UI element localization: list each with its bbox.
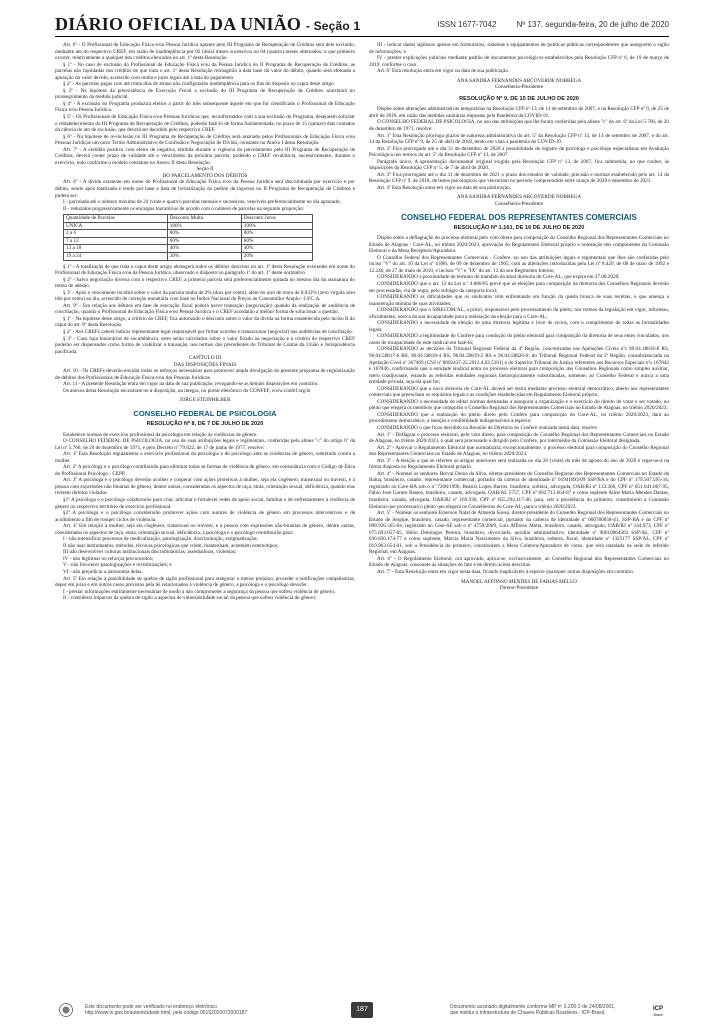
table-row [64,245,313,253]
signatory-name: JORGE STEINHILBER [179,397,231,404]
paragraph: CONSIDERANDO a necessidade de editar normas destinadas a assegurar a organização e o exercício do direito de votar e ser votado, no pleito que elegerá os membros que comporão o Conselho Regional dos Representantes Comerciais no Estado de Alagoas, no triênio 2020/2023; [369,398,669,412]
table-cell: 40% [241,245,312,253]
resolution-summary: Dispõe sobre alterações administrativas temporárias na Resolução CFP nº 13, de 14 de setembro de 2007, e na Resolução CFP nº 9, de 25 de abril de 2018, em razão das medidas sanitárias impostas pela Pandemia da COVID-19. [369,106,669,119]
signature-line: que institui a Infraestrutura de Chaves Públicas Brasileira - ICP-Brasil. [450,1010,606,1016]
paragraph: CONSIDERANDO a proximidade do término do mandato da atual diretoria do Core-AL, que expira em 27.08.2020; [377,274,620,281]
table-cell: 20% [241,252,312,260]
paragraph: Art. 6º - O Regulamento Eleitoral, ora aprovado, aplica-se, exclusivamente, ao Conselho Regional dos Representantes Comerciais no Estado de Alagoas, consoante às situações de fato e de direito acima descritas. [369,555,669,569]
paragraph: Art. 1º Esta Resolução prorroga prazos de natureza administrativa do art. 5º da Resolução CFP nº 13, de 14 de setembro de 2007, e do art. 14 da Resolução CFP nº 9, de 25 de abril de 2018, tendo em vista a pandemia do COVID-19. [369,132,669,146]
paragraph: § 2º - Salvo negociação diversa com o respectivo CREF, a primeira parcela será preferencialmente quitada no mesmo dia da assinatura do termo de adesão. [55,276,355,290]
paragraph: Art. 11 - A presente Resolução entra em vigor na data de sua publicação, revogando-se as demais disposições em contrário. [63,381,319,388]
paragraph: Art. 7º - Esta Resolução entra em vigor nesta data, ficando inaplicáveis à espécie quaisquer outras disposições em contrário. [377,569,635,576]
page-number: 187 [351,1002,373,1018]
paragraph: CONSIDERANDO o que ficou decidido na Reunião de Diretoria do Confere realizada nesta data, resolve: [377,424,599,431]
paragraph: CONSIDERANDO que a nova diretoria do Core-AL deverá ser eleita mediante processo eleitoral democrático, aberto aos representantes comerciais que preencham os requisitos legais e as condições estabelecidas em Regulamento Eleitoral próprio; [369,385,669,399]
paragraph: Art. 5º Em relação à possibilidade de quebra de sigilo profissional para assegurar o menor prejuízo, proceder a notificações compulsórias, depor em juízo e em outros casos previstos pela lei relacionados à violência de gênero, a psicóloga e o psicólogo deverão: [55,575,355,589]
organization-heading: CONSELHO FEDERAL DOS REPRESENTANTES COMERCIAIS [401,212,637,222]
table-row [64,237,313,245]
paragraph: §1º A psicóloga e o psicólogo colaborarão para criar, articular e fortalecer redes de apoio social, familiar e de enfrentamento à violência de gênero no respectivo território de exercício profissional. [55,497,355,510]
table-cell: 80% [241,230,312,238]
paragraph: Art. 7º - A certidão positiva com efeito de negativa, emitida durante a vigência do parcelamento pelo III Programa de Recuperação de Créditos, deverá conter prazo de validade até o vencimento da próxima parcela, podendo o CREF revalidá-la, sucessivamente, durante o exercício, tudo conforme o modelo constante no Anexo II desta Resolução. [55,146,355,166]
left-column [55,42,355,1002]
resolution-title: RESOLUÇÃO Nº 9, DE 15 DE JULHO DE 2020 [459,95,579,102]
paragraph: § 5º - Os Profissionais de Educação Física e/ou Pessoas Jurídicas que, inconformados com a sua exclusão do Programa, desejarem solicitar o restabelecimento do III Programa de Recuperação de Créditos, poderão fazê-lo de forma fundamentada, no prazo de 15 (quinze) dias contados da ciência do ato de exclusão, que deverá ser decidido pelo respectivo CREF. [55,114,355,134]
paragraph: Os anexos desta Resolução encontram-se à disposição, na íntegra, no portal eletrônico do CONFEF, www.confef.org.br [63,387,311,394]
issue-date: Nº 137, segunda-feira, 20 de julho de 2020 [516,20,669,29]
verification-line: Este documento pode ser verificado no endereço eletrônico [85,1004,218,1010]
paragraph: CONSIDERANDO a necessidade de eleição de uma diretoria legítima e livre de vícios, com o cumprimento de todas as formalidades legais; [369,320,669,333]
paragraph: II - reduzidos progressivamente os encargos moratórios de acordo com o número de parcelas na seguinte proporção: [63,205,305,212]
paragraph: § 1º - A totalização de que trata o caput deste artigo abrangerá todos os débitos descritos no art. 1º desta Resolução existentes em nome do Profissional de Educação Física e/ou da Pessoa Jurídica, observado o disposto no parágrafo 1º do art. 1º deste normativo. [55,263,355,277]
table-cell: 40% [167,245,241,253]
table-cell: 60% [241,237,312,245]
paragraph: § 2º - Aos CREFs caberá indicar representante legal responsável por firmar acordos e transacionar (negociar) nas audiências de conciliação. [63,328,353,335]
paragraph: Art. 9º - Em relação aos débitos em fase de execução fiscal poderá haver transação (negociação) quando da realização de audiência de conciliação, quando o Profissional de Educação Física e/ou Pessoa Jurídica e o CREF acordarão a melhor forma de solucionar a questão. [55,302,355,316]
table-cell: 13 a 18 [64,245,168,253]
paragraph: CONSIDERANDO que o SIRECOM/AL, a priori, responsável pelo processamento do pleito, nos termos da legislação em vigor, informou, oficialmente, acerca da sua incapacidade para a realização da eleição para o Core-AL; [369,307,669,320]
paragraph: Art. 6º Esta resolução entra em vigor na data de sua publicação. [377,68,510,75]
paragraph: Art. 2º - Aprovar o Regulamento Eleitoral que normatizará, excepcionalmente, o processo eleitoral para composição do Conselho Regional dos Representantes Comerciais no Estado de Alagoas, no triênio 2020/2023. [369,444,669,458]
paragraph: VI - não prejudicar a autonomia delas. [63,569,143,576]
signature-note [450,1004,640,1016]
svg-text:Brasil: Brasil [653,1013,663,1017]
paragraph: Art. 3º - A eleição a que se referem os artigos anteriores será realizada no dia 20 (vinte) do mês de agosto do ano de 2020 e reger-se-á na forma disposta no Regulamento Eleitoral próprio. [369,457,669,471]
table-cell: 2 a 6 [64,230,168,238]
paragraph: IV - não legitimar ou reforçar preconceitos; [63,555,154,562]
paragraph: § 4º - A exclusão do Programa produzirá efeitos a partir do mês subsequente àquele em que for cientificado o Profissional de Educação Física e/ou Pessoa Jurídica. [55,100,355,114]
section-label: - Seção 1 [305,19,361,33]
table-cell: 100% [241,222,312,230]
table-cell: 7 a 12 [64,237,168,245]
paragraph: Art. 3º Fica prorrogado até o dia 31 de dezembro de 2021 o prazo dos estudos de validade, precisão e normas estabelecido pelo art. 14 da Resolução CFP nº 9, de 2018, de testes psicológicos que venceriam no período compreendido entre março de 2020 e dezembro de 2021. [369,171,669,185]
paragraph: Art. 1º - Deflagrar o processo eleitoral, pelo voto direto, para composição do Conselho Regional dos Representantes Comerciais no Estado de Alagoas, no triênio 2020/2023, o qual será processado e dirigido pelo Confere, por intermédio da Comissão Eleitoral designada. [369,431,669,445]
table-cell: ÚNICA [64,222,168,230]
resolution-summary: Dispõe sobre a deflagração do processo eleitoral pelo voto direto para composição do Conselho Regional dos Representantes Comerciais no Estado de Alagoas - Core-AL, no triênio 2020/2023, aprovação do Regulamento Eleitoral próprio e nomeação dos componentes da Comissão Eleitoral e da Mesa Receptora/Apuradora. [369,235,669,255]
paragraph: Art. 8º - A dívida existente em nome do Profissional de Educação Física e/ou da Pessoa Jurídica será discriminada por exercício e por débito, sendo após totalizada e tendo por base a data de formalização do pedido de ingresso no II Programa de Recuperação de Créditos e poderá ser: [55,179,355,199]
table-cell: 20% [167,252,241,260]
table-cell: 80% [167,230,241,238]
table-header-cell: Desconto Juros [241,215,312,223]
paragraph: §2º A psicóloga e o psicólogo considerarão promover ações com autores de violência de gênero em processos interventivos e de acolhimento a fim de romper ciclos de violência. [55,510,355,523]
signatory-name: ANA SANDRA FERNANDES ARCOVERDE NOBREGA [456,194,582,201]
paragraph: § 3º - Caso haja honorários de sucumbência, estes serão calculados sobre o valor fixado na negociação e a critério do respectivo CREF poderão ser dispensados como forma de viabilizar a transação, nos termos dos precedentes do Tribunal de Contas da União e Jurisprudência pacificada. [55,335,355,355]
table-cell: 19 a 24 [64,252,168,260]
signatory-role: Conselheira-Presidente [494,201,544,208]
table-row [64,230,313,238]
right-column [369,42,669,1002]
paragraph: § 2º - As parcelas pagas com até trinta dias de atraso não configurarão inadimplência para os fins do disposto no caput deste artigo. [63,81,335,88]
discount-table [63,214,313,260]
verification-code[interactable]: http://www.in.gov.br/autenticidade.html, pelo código 05152020072000187 [85,1010,248,1016]
paragraph: Art. 10 - Os CREFs deverão envidar todos os esforços necessários para promover ampla divulgação do presente programa de regularização de débitos dos Profissionais de Educação Física e/ou das Pessoas Jurídicas. [55,368,355,381]
paragraph: § 1º - Na hipótese deste artigo, a critério do CREF, fica autorizado o desconto sobre o valor da dívida na forma estabelecida pelo inciso II do caput do art. 8º desta Resolução. [55,315,355,329]
paragraph: III - indicar dados sigilosos apenas em formulários, sistemas e equipamentos de políticas públicas correspondentes que assegurem o sigilo de informações; e [369,42,669,55]
table-header-cell: Desconto Multa [167,215,241,223]
publication-name: DIÁRIO OFICIAL DA UNIÃO [55,14,302,34]
paragraph: I - prestar informações estritamente necessárias de modo a não comprometer a segurança da pessoa que sofreu violência de gênero; [63,588,336,595]
paragraph: CONSIDERANDO a legitimidade do Confere para condução do pleito eleitoral para composição da diretoria de seus entes vinculados, nos casos de incapacidade do ente sindical em fazê-lo; [369,333,669,346]
publication-title [55,14,360,35]
paragraph: § 3º - Após o vencimento incidirá sobre o valor da parcela multa de 2% (dois por cento), além do juro de mora de 0,033% (zero vírgula zero três por cento) ao dia, acrescido de correção monetária com base no Índice Nacional de Preços ao Consumidor Amplo - I.P.C.A. [55,289,355,303]
chapter-title: DAS DISPOSIÇÕES FINAIS [173,361,237,368]
signatory-role: Diretor-Presidente [499,585,539,592]
signatory-name: ANA SANDRA FERNANDES ARCOVERDE NOBREGA [456,77,582,84]
table-row [64,252,313,260]
paragraph: V - não favorecer patologizações e revitimizações; e [63,562,172,569]
icp-brasil-logo-icon [647,1002,669,1018]
coat-of-arms-icon [55,1002,77,1018]
issue-meta [419,20,669,29]
paragraph: III não desenvolver culturas institucionais discriminatórias, assediadoras, violentas; [63,549,237,556]
verification-note [85,1004,325,1016]
paragraph: CONSIDERANDO as decisões do Tribunal Regional Federal da 4ª Região, concretizadas nas Apelações Cíveis nºs 96.04.38816-8 RS, 96.04.58817-6 RS, 96.04.58818-4 RS, 96.04.58819-2 RS e 96.04.58820-6; do Tribunal Regional Federal da 2ª Região, consubstanciada na Apelação Cível nº 367469 (CNJ nº 0002437-25.2012.4.02.5101) e do Superior Tribunal de Justiça referentes aos Recursos Especiais nºs 167842 e 167846, confirmando que a entidade sindical entra no processo eleitoral para composição dos Conselhos Regionais como simples auxiliar, mero coadjuvante, estando as referidas entidades regionais hierarquicamente subordinadas, somente, ao Conselho Federal e nunca a uma entidade privada, seja ela qual for; [369,346,669,386]
signature-line: Documento assinado digitalmente conforme MP nº 2.200-2 de 24/08/2001, [450,1004,616,1010]
paragraph: CONSIDERANDO que o art. 12 da Lei n.º 4.886/65 prevê que as eleições para composição da diretoria dos Conselhos Regionais deverão ser processadas, via de regra, pelo sufrágio da categoria local; [369,280,669,294]
table-cell: 100% [167,222,241,230]
paragraph: Art. 4º - Nomear os senhores Herval Dorea da Silva, diretor-presidente do Conselho Regional dos Representantes Comerciais no Estado da Bahia, brasileiro, casado, representante comercial, portador da carteira de identidade nº 01941893/09 SSP/BA e do CPF nº 179.507.595-34, registrado no Core-BA sob o nº 7268/1990, Beatriz Lopes Barros, brasileira, solteira, advogada, OAB/RJ nº 133.366, CPF nº 051.641.067-95, Fábio José Gomes Bastos, brasileiro, casado, advogado, OAB/AL 5757, CPF nº 662.712.664-87 e como suplente Aline Maria Mendes Dantas, brasileira, casada, advogada, OAB/RJ nº 169.930, CPF nº 055.294.117-46, para, sob a presidência do primeiro, constituírem a Comissão Eleitoral que processará o pleito que elegerá os Conselheiros do Core-AL, para o triênio 2020/2023. [369,470,669,510]
paragraph: I - parcelada até o número máximo de 24 (vinte e quatro) parcelas mensais e sucessivas, vencíveis preferencialmente no dia aprazado; [63,199,341,206]
resolution-summary: Estabelece normas de exercício profissional da psicologia em relação às violências de gênero. [63,431,258,438]
paragraph: § 6º - Na hipótese de re-inclusão no III Programa de Recuperação de Créditos será assinado pelos Profissionais de Educação Física e/ou Pessoas Jurídicas um novo Termo Administrativo de Confissão e Negociação de Dívida, constante no Anexo I desta Resolução. [55,133,355,147]
paragraph: Art. 1º Esta Resolução regulamenta o exercício profissional da psicologia e do psicólogo ante as violências de gênero, sobretudo contra a mulher. [55,451,355,464]
paragraph: I - não intensificar processos de medicalização, patologização, discriminação, estigmatização; [63,536,258,543]
table-row [64,222,313,230]
signatory-role: Conselheira-Presidente [494,84,544,91]
resolution-title: RESOLUÇÃO Nº 1.161, DE 16 DE JULHO DE 2020 [453,224,585,231]
paragraph: CONSIDERANDO que a realização do pleito direto pelo Confere para composição do Core-AL, no triênio 2020/2023, dará ao procedimento democrático, a isenção e credibilidade indispensáveis à espécie; [369,411,669,425]
section-title: DO PARCELAMENTO DOS DÉBITOS [162,172,248,179]
paragraph: CONSIDERANDO as dificuldades que os sindicatos vêm enfrentando em função da queda brusca de suas receitas, o que ameaça a manutenção mínima de suas atividades; [369,294,669,307]
table-cell: 60% [167,237,241,245]
paragraph: Art. 2º Fica prorrogado até o dia 31 de dezembro de 2020 a possibilidade de registro de psicóloga e psicólogo especialistas em Avaliação Psicológica nos termos do art. 5º da Resolução CFP nº 13, de 2007. [369,145,669,159]
paragraph: Art. 3º A psicóloga e o psicólogo deverão acolher e cooperar com ações protetivas à mulher, seja ela cisgênero, transexual ou travesti, e à pessoa com expressões não binárias de gênero, dentre outras, consideradas os aspectos de raça, etnia, orientação sexual, deficiência, quando elas tiverem direitos violados. [55,477,355,497]
paragraph: IV - prestar explicações judiciais mediante padrão de documentos psicológicos estabelecidos pela Resolução CFP nº 6, de 19 de março de 2019, conforme o caso. [369,55,669,68]
chapter-heading: CAPÍTULO III [188,355,222,362]
paragraph: Art. 4º Esta Resolução entra em vigor na data de sua publicação. [377,184,511,191]
svg-text:ICP: ICP [652,1006,664,1012]
table-header-cell: Quantidade de Parcelas [64,215,168,223]
signatory-name: MANOEL AFFONSO MENDES DE FARIAS MELLO [460,578,577,585]
paragraph: II - considerar impactos da quebra de sigilo a aspectos de vulnerabilidade social da pessoa que sofreu violência de gênero; [63,595,317,602]
section-heading: Seção II [196,166,214,173]
paragraph: Art. 5º - Nomear os senhores Emerson Natal de Almeida Sousa, diretor-presidente do Conselho Regional dos Representantes Comerciais no Estado de Sergipe, brasileiro, casado, representante comercial, portador da carteira de identidade nº 000780058-41, SSP-BA e do CPF nº 098.926.565-04, registrado no Core-SE sob o nº 4759/2009, Luiz Affonso Motta, brasileiro, casado, advogado, OAB/RJ nº 144.973, CPF nº 075.693.657-05, Hélio Domingos Pereira, brasileiro, divorciado, auxiliar administrativo, identidade nº 98010864303 SSP/AL, CPF nº 036.836.174-77 e como suplente, Márcia Maria Nascimento da Silva, brasileira, solteira, fiscal, identidade nº 1325177 SSP/AL, CPF nº 019.963.654-01, sob a Presidência do primeiro, constituírem a Mesa Coletora/Apuradora de votos, que será instalada na sede do referido Regional, em Alagoas. [369,510,669,556]
paragraph: Art. 4º Em relação à mulher, seja ela cisgênero, transexual ou travesti, e à pessoa com expressões não-binárias de gênero, dentre outras, considerados os aspectos de raça, etnia, orientação sexual, deficiência, a psicóloga e o psicólogo contribuirão para: [55,523,355,536]
masthead [55,14,669,37]
table-header-row [64,215,313,223]
paragraph: O Conselho Federal dos Representantes Comerciais - Confere, no uso das atribuições legais e regimentais que lhes são conferidas pelo inciso "V" do art. 10 da Lei nº 4.886, de 09 de dezembro de 1965, com as alterações introduzidas pela Lei nº 8.420, de 08 de maio de 1992 e 12.246, de 27 de maio de 2010, e incisos "V" e "IX" do art. 12 do seu Regimento Interno, [369,254,669,274]
organization-heading: CONSELHO FEDERAL DE PSICOLOGIA [133,408,277,418]
paragraph: Parágrafo único. A apresentação documental original exigida pela Resolução CFP nº 13, de 2007, fica submetida, no que couber, às disposições da Resolução CFP nº 5, de 7 de abril de 2020. [369,158,669,172]
paragraph: Art. 6º - O Profissional de Educação Física e/ou Pessoa Jurídica optante pelo III Programa de Recuperação de Créditos será dele excluído, mediante ato do respectivo CREF, em razão de inadimplência por 02 (dois) meses sucessivos ou 04 (quatro) meses alternados, o que primeiro ocorrer, relativamente a qualquer dos créditos elencados no art. 1º desta Resolução. [55,42,355,62]
paragraph: O CONSELHO FEDERAL DE PSICOLOGIA, no uso de suas atribuições legais e regimentais, conferidas pela alínea "c" do artigo 6º da Lei nº 5.766, de 20 de dezembro de 1971, e pelo Decreto nº 79.822, de 17 de junho de 1977, resolve: [55,438,355,451]
resolution-title: RESOLUÇÃO Nº 8, DE 7 DE JULHO DE 2020 [146,420,264,427]
issn: ISSN 1677-7042 [437,20,497,29]
paragraph: § 1º - No caso de exclusão do Profissional de Educação Física e/ou da Pessoa Jurídica do II Programa de Recuperação de Créditos, as parcelas não liquidadas dos créditos de que trata o art. 1º desta Resolução retroagirão à data base do valor do débito, quando será efetuada a apuração do valor devido, acrescido com multa e juros legais até a data do pagamento. [55,61,355,81]
paragraph: § 3º - Na hipótese da preexistência de Execução Fiscal a exclusão do III Programa de Recuperação de Créditos acarretará no prosseguimento da medida judicial. [55,87,355,101]
paragraph: O CONSELHO FEDERAL DE PSICOLOGIA, no uso das atribuições que lhe foram conferidas pela alínea "c" do art. 6º da Lei 5.766, de 20 de dezembro de 1971, resolve: [369,119,669,133]
paragraph: Art. 2º A psicóloga e o psicólogo contribuirão para eliminar todas as formas de violência de gênero, em consonância com o Código de Ética do Profissional Psicólogo - CEPP. [55,464,355,477]
page-footer [55,1002,669,1020]
paragraph: II não usar instrumentos, métodos, técnicas psicológicas que criem, mantenham, acentuem estereótipos; [63,542,279,549]
